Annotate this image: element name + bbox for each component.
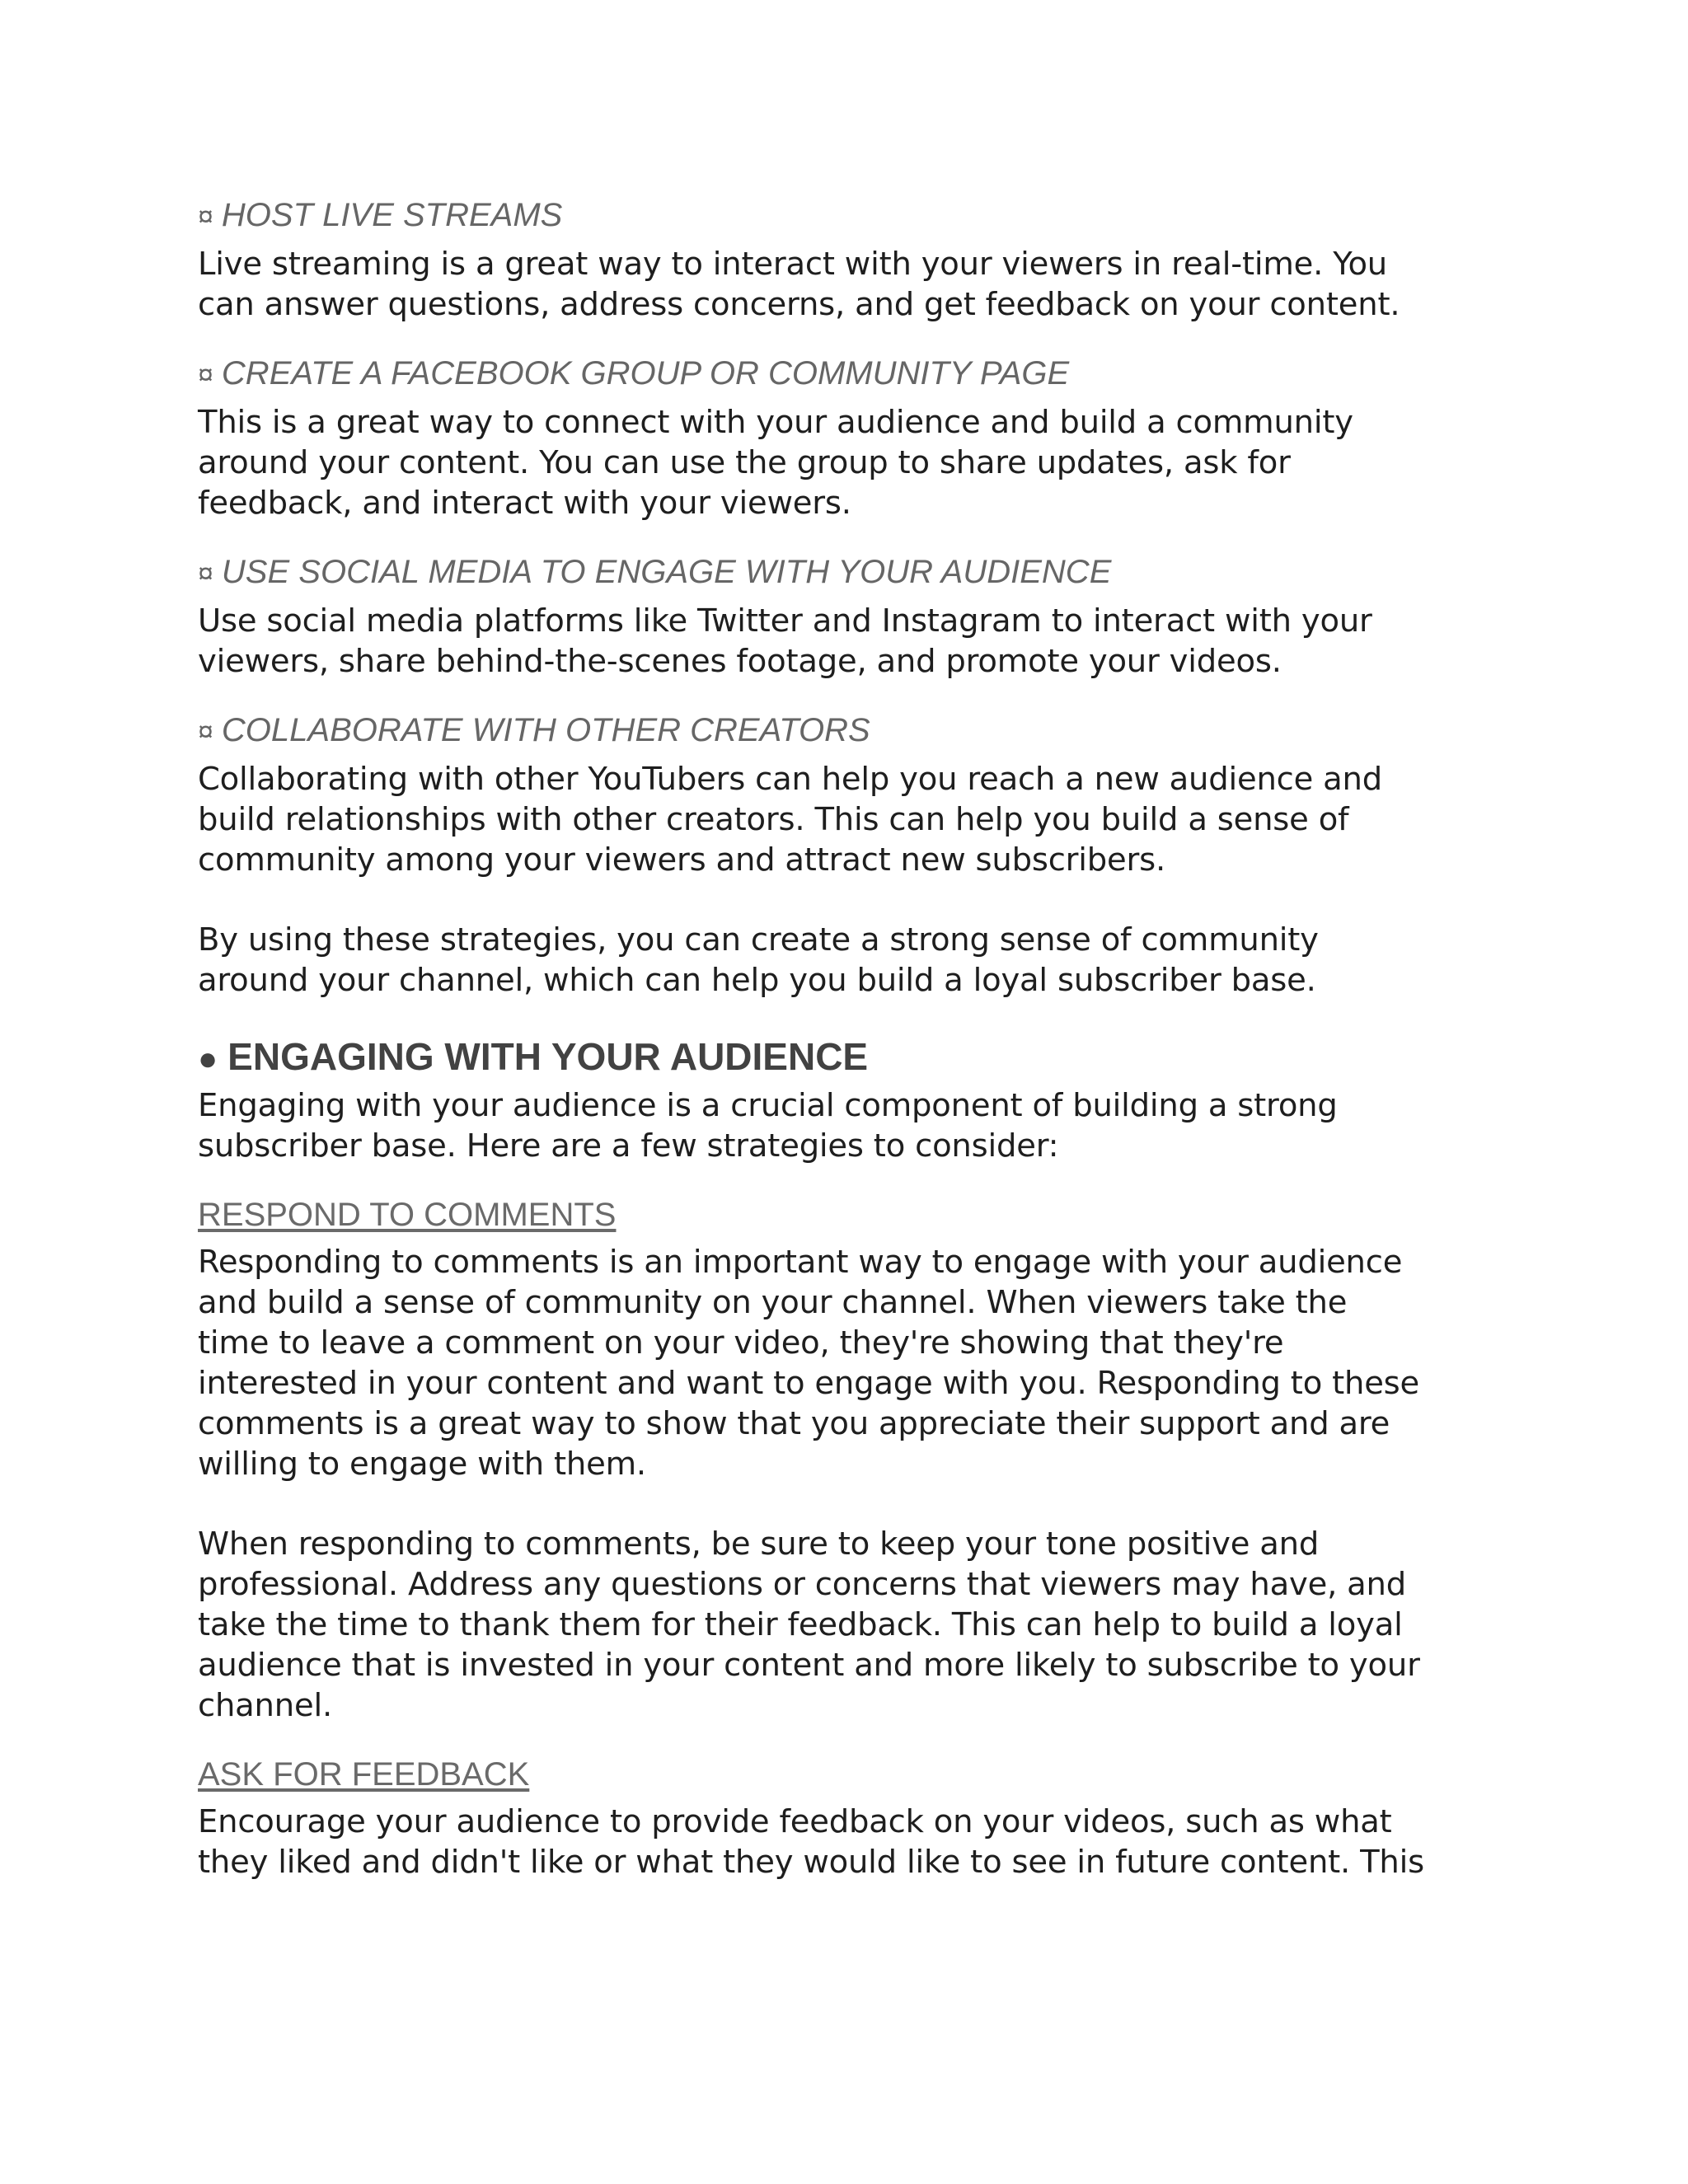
summary-paragraph	[198, 920, 1517, 1001]
section-heading	[198, 194, 1517, 237]
body-line: By using these strategies, you can create a strong sense of community	[198, 921, 1319, 958]
bullet-dot-icon: ●	[198, 1041, 218, 1077]
currency-bullet-icon: ¤	[198, 716, 213, 748]
section-heading	[198, 551, 1517, 594]
body-line: community among your viewers and attract new subscribers.	[198, 841, 1166, 879]
body-line: This is a great way to connect with your audience and build a community	[198, 404, 1353, 441]
section-host-live-streams	[198, 194, 1517, 325]
section-heading	[198, 710, 1517, 752]
body-line: they liked and didn't like or what they would like to see in future content. This	[198, 1844, 1424, 1881]
body-line: Collaborating with other YouTubers can help you reach a new audience and	[198, 761, 1383, 798]
section-ask-for-feedback	[198, 1754, 1517, 1882]
body-line: feedback, and interact with your viewers.	[198, 485, 851, 522]
feedback-paragraph	[198, 1802, 1517, 1882]
body-line: willing to engage with them.	[198, 1446, 646, 1483]
body-line: time to leave a comment on your video, they're showing that they're	[198, 1324, 1284, 1361]
section-facebook-group	[198, 353, 1517, 523]
body-line: comments is a great way to show that you appreciate their support and are	[198, 1405, 1390, 1442]
main-heading	[198, 1033, 1517, 1082]
section-body	[198, 601, 1517, 682]
body-line: viewers, share behind-the-scenes footage, and promote your videos.	[198, 643, 1282, 680]
body-line: When responding to comments, be sure to keep your tone positive and	[198, 1526, 1320, 1563]
currency-bullet-icon: ¤	[198, 558, 213, 589]
body-line: Responding to comments is an important way to engage with your audience	[198, 1244, 1403, 1281]
main-heading-text: ENGAGING WITH YOUR AUDIENCE	[227, 1035, 869, 1078]
section-social-media	[198, 551, 1517, 682]
section-body	[198, 402, 1517, 523]
section-heading	[198, 353, 1517, 396]
section-collaborate	[198, 710, 1517, 880]
body-line: take the time to thank them for their feedback. This can help to build a loyal	[198, 1606, 1403, 1643]
section-heading-text: COLLABORATE WITH OTHER CREATORS	[221, 712, 870, 748]
section-heading-text: HOST LIVE STREAMS	[221, 197, 563, 233]
body-line: around your channel, which can help you build a loyal subscriber base.	[198, 962, 1316, 999]
respond-paragraph-1	[198, 1242, 1517, 1484]
section-body	[198, 759, 1517, 880]
respond-paragraph-2	[198, 1524, 1517, 1726]
body-line: interested in your content and want to engage with you. Responding to these	[198, 1365, 1420, 1402]
body-line: Encourage your audience to provide feedback on your videos, such as what	[198, 1803, 1392, 1840]
body-line: Engaging with your audience is a crucial component of building a strong	[198, 1087, 1338, 1124]
feedback-heading-link[interactable]: ASK FOR FEEDBACK	[198, 1756, 530, 1793]
currency-bullet-icon: ¤	[198, 359, 213, 391]
section-heading-text: USE SOCIAL MEDIA TO ENGAGE WITH YOUR AUDIENCE	[221, 554, 1112, 590]
engaging-intro	[198, 1085, 1517, 1166]
body-line: subscriber base. Here are a few strategies to consider:	[198, 1127, 1059, 1165]
section-heading-text: CREATE A FACEBOOK GROUP OR COMMUNITY PAGE	[221, 355, 1070, 391]
body-line: audience that is invested in your content and more likely to subscribe to your	[198, 1647, 1420, 1684]
document-page	[198, 194, 1517, 1882]
respond-heading-link[interactable]: RESPOND TO COMMENTS	[198, 1197, 617, 1233]
section-body	[198, 244, 1517, 325]
section-engaging	[198, 1033, 1517, 1166]
body-line: around your content. You can use the group to share updates, ask for	[198, 444, 1291, 481]
body-line: and build a sense of community on your channel. When viewers take the	[198, 1284, 1348, 1321]
body-line: Use social media platforms like Twitter and Instagram to interact with your	[198, 602, 1372, 640]
body-line: Live streaming is a great way to interact with your viewers in real-time. You	[198, 246, 1387, 283]
body-line: channel.	[198, 1687, 332, 1724]
body-line: build relationships with other creators. This can help you build a sense of	[198, 801, 1349, 838]
body-line: professional. Address any questions or concerns that viewers may have, and	[198, 1566, 1406, 1603]
body-line: can answer questions, address concerns, and get feedback on your content.	[198, 286, 1400, 323]
section-respond-to-comments	[198, 1194, 1517, 1726]
currency-bullet-icon: ¤	[198, 201, 213, 232]
